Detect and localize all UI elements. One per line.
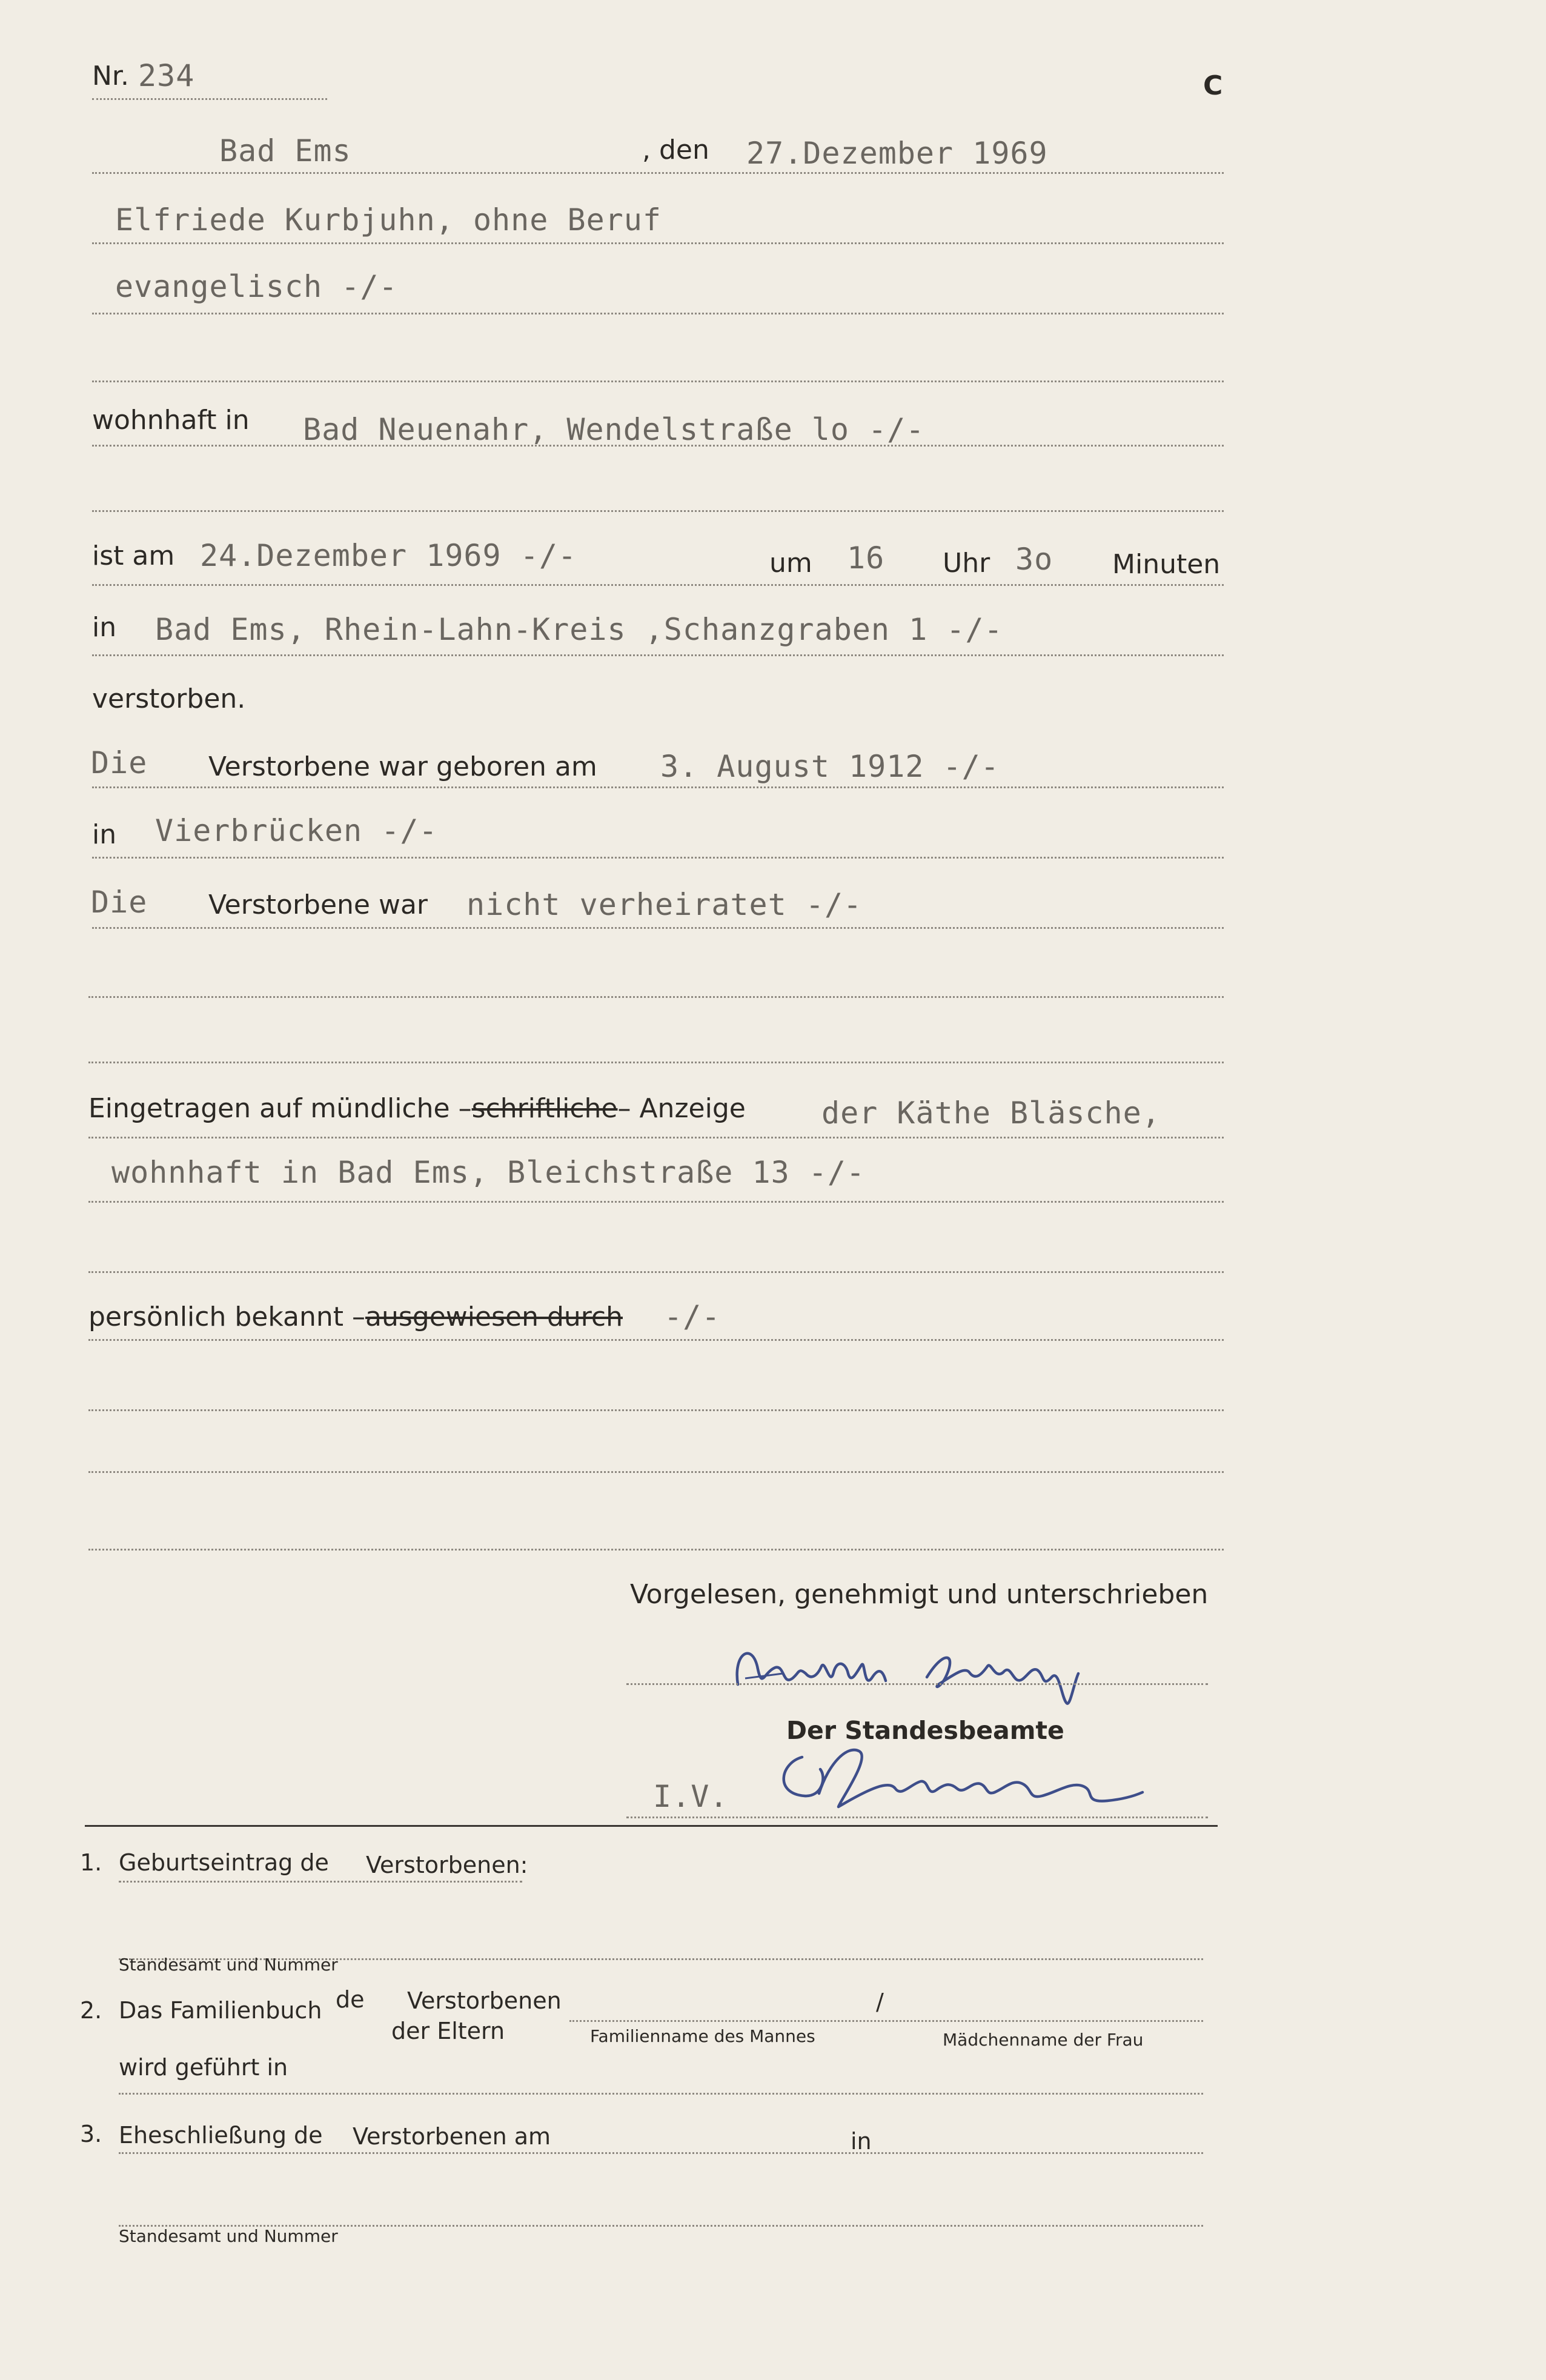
death-time-line <box>92 584 1224 586</box>
item3-number: 3. <box>80 2121 102 2147</box>
blank-line-1 <box>92 381 1224 382</box>
death-minutes: 3o <box>1015 542 1053 577</box>
item1-value: Verstorbenen: <box>366 1852 528 1878</box>
marital-label: Verstorbene war <box>208 889 428 920</box>
blank-line-6 <box>88 1409 1224 1411</box>
religion-line <box>92 313 1224 314</box>
uhr-label: Uhr <box>943 548 990 579</box>
informant-signature-line <box>626 1683 1208 1685</box>
informant-name: Elfriede Kurbjuhn, ohne Beruf <box>115 202 662 238</box>
registration-line <box>88 1137 1224 1138</box>
residence-label: wohnhaft in <box>92 405 250 436</box>
informant-signature <box>727 1630 1163 1715</box>
item2-husband-label: Familienname des Mannes <box>590 2026 815 2046</box>
identity-line <box>88 1339 1224 1341</box>
item2-slash: / <box>876 1989 884 2015</box>
item2-de: de <box>336 1986 365 2013</box>
registry-place: Bad Ems <box>219 133 351 168</box>
place-date-line <box>92 172 1224 174</box>
residence-value: Bad Neuenahr, Wendelstraße lo -/- <box>303 412 925 447</box>
official-label: Der Standesbeamte <box>786 1716 1064 1745</box>
blank-line-5 <box>88 1271 1224 1273</box>
item2-wife-label: Mädchenname der Frau <box>943 2030 1144 2050</box>
item2-number: 2. <box>80 1997 102 2024</box>
verstorben-label: verstorben. <box>92 683 246 714</box>
item1-label: Geburtseintrag de <box>119 1849 329 1876</box>
death-place-line <box>92 654 1224 656</box>
registration-label: Eingetragen auf mündliche –schriftliche– Anzeige <box>88 1093 746 1124</box>
identity-value: -/- <box>664 1299 721 1334</box>
birth-place-line <box>92 857 1224 859</box>
iv-label: I.V. <box>653 1779 729 1814</box>
blank-line-3 <box>88 996 1224 998</box>
official-signature <box>768 1721 1168 1824</box>
um-label: um <box>769 548 812 579</box>
item3-value: Verstorbenen am <box>353 2123 551 2150</box>
item1-sub: Standesamt und Nummer <box>119 1955 338 1975</box>
death-hour: 16 <box>847 540 885 576</box>
item1-number: 1. <box>80 1849 102 1876</box>
blank-line-8 <box>88 1549 1224 1551</box>
official-signature-line <box>626 1817 1208 1818</box>
informant-line <box>92 242 1224 244</box>
item3-label: Eheschließung de <box>119 2122 323 2149</box>
birth-place-label: in <box>92 819 117 850</box>
identity-struck: ausgewiesen durch <box>365 1301 623 1332</box>
read-approved-signed: Vorgelesen, genehmigt und unterschrieben <box>630 1579 1209 1610</box>
birth-label: Verstorbene war geboren am <box>208 751 597 782</box>
den-label: , den <box>642 135 709 165</box>
religion: evangelisch -/- <box>115 269 398 304</box>
residence-line <box>92 445 1224 447</box>
blank-line-4 <box>88 1062 1224 1063</box>
item2-label: Das Familienbuch <box>119 1997 322 2024</box>
registration-address-line <box>88 1201 1224 1203</box>
minuten-label: Minuten <box>1112 549 1221 580</box>
nr-label: Nr. <box>92 61 129 91</box>
item3-line <box>119 2152 1203 2154</box>
corner-letter: C <box>1203 70 1223 101</box>
registry-date: 27.Dezember 1969 <box>746 136 1048 171</box>
item2-value: Verstorbenen <box>407 1987 562 2014</box>
item2-tail-line <box>119 2093 1203 2095</box>
identity-label: persönlich bekannt –ausgewiesen durch <box>88 1301 623 1332</box>
marital-value: nicht verheiratet -/- <box>466 887 863 922</box>
blank-line-2 <box>92 510 1224 512</box>
nr-value: 234 <box>138 58 195 93</box>
death-place: Bad Ems, Rhein-Lahn-Kreis ,Schanzgraben 1 -/- <box>155 612 1003 647</box>
registration-address: wohnhaft in Bad Ems, Bleichstraße 13 -/- <box>111 1155 866 1190</box>
item3-in: in <box>851 2128 872 2155</box>
death-date: 24.Dezember 1969 -/- <box>200 538 577 573</box>
blank-line-7 <box>88 1471 1224 1473</box>
nr-line <box>92 98 327 100</box>
death-place-label: in <box>92 612 117 643</box>
item3-sub: Standesamt und Nummer <box>119 2226 338 2246</box>
item2-name-line <box>569 2020 1203 2022</box>
registration-informant: der Käthe Bläsche, <box>821 1095 1161 1131</box>
birth-place: Vierbrücken -/- <box>155 813 438 848</box>
item2-alt: der Eltern <box>391 2018 505 2044</box>
marital-die-typed: Die <box>91 885 148 920</box>
registration-struck: schriftliche <box>471 1093 618 1124</box>
birth-date-line <box>92 786 1224 788</box>
birth-die-typed: Die <box>91 745 148 780</box>
marital-line <box>92 927 1224 929</box>
birth-date: 3. August 1912 -/- <box>660 749 1000 784</box>
section-separator <box>85 1825 1218 1827</box>
item2-tail: wird geführt in <box>119 2054 288 2081</box>
death-date-label: ist am <box>92 540 175 571</box>
item1-line <box>119 1881 522 1883</box>
